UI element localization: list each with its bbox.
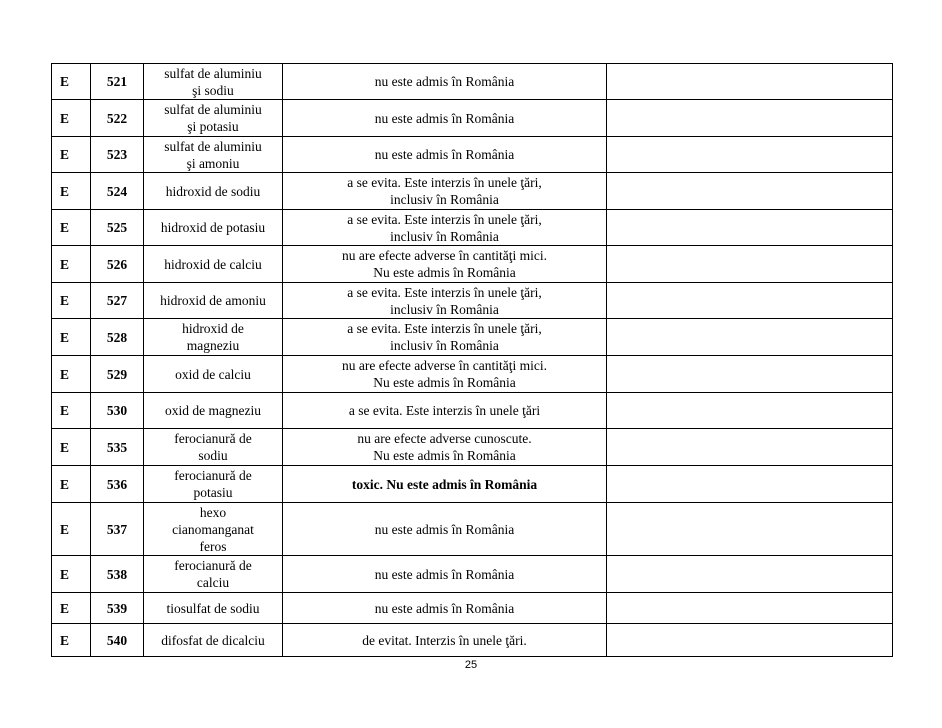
notes-cell xyxy=(607,100,893,137)
table-row xyxy=(52,429,893,466)
notes-cell xyxy=(607,429,893,466)
code-cell: 529 xyxy=(91,356,144,393)
name-cell: hexo cianomanganat feros xyxy=(144,503,283,556)
prefix-cell: E xyxy=(52,137,91,173)
table-row xyxy=(52,593,893,624)
code-cell: 528 xyxy=(91,319,144,356)
table-row xyxy=(52,556,893,593)
code-cell: 536 xyxy=(91,466,144,503)
status-cell: nu este admis în România xyxy=(283,100,607,137)
notes-cell xyxy=(607,556,893,593)
status-cell: a se evita. Este interzis în unele ţări, inclusiv în România xyxy=(283,319,607,356)
table-row xyxy=(52,356,893,393)
prefix-cell: E xyxy=(52,503,91,556)
name-cell: ferocianură de sodiu xyxy=(144,429,283,466)
status-cell: nu are efecte adverse cunoscute. Nu este admis în România xyxy=(283,429,607,466)
code-cell: 522 xyxy=(91,100,144,137)
page-number: 25 xyxy=(464,659,478,671)
name-cell: hidroxid de sodiu xyxy=(144,173,283,210)
prefix-cell: E xyxy=(52,556,91,593)
status-cell: a se evita. Este interzis în unele ţări, inclusiv în România xyxy=(283,173,607,210)
table-row xyxy=(52,393,893,429)
status-cell: toxic. Nu este admis în România xyxy=(283,466,607,503)
table-row xyxy=(52,283,893,319)
status-cell: nu este admis în România xyxy=(283,593,607,624)
status-cell: nu este admis în România xyxy=(283,556,607,593)
code-cell: 540 xyxy=(91,624,144,657)
code-cell: 525 xyxy=(91,210,144,246)
name-cell: ferocianură de calciu xyxy=(144,556,283,593)
name-cell: hidroxid de magneziu xyxy=(144,319,283,356)
name-cell: oxid de magneziu xyxy=(144,393,283,429)
table-row xyxy=(52,64,893,100)
code-cell: 535 xyxy=(91,429,144,466)
notes-cell xyxy=(607,137,893,173)
prefix-cell: E xyxy=(52,319,91,356)
name-cell: difosfat de dicalciu xyxy=(144,624,283,657)
prefix-cell: E xyxy=(52,429,91,466)
status-cell: nu are efecte adverse în cantităţi mici. Nu este admis în România xyxy=(283,356,607,393)
table-row xyxy=(52,466,893,503)
status-cell: nu este admis în România xyxy=(283,64,607,100)
additives-table-body xyxy=(52,64,893,657)
code-cell: 527 xyxy=(91,283,144,319)
table-row xyxy=(52,210,893,246)
table-row xyxy=(52,100,893,137)
notes-cell xyxy=(607,503,893,556)
code-cell: 538 xyxy=(91,556,144,593)
prefix-cell: E xyxy=(52,593,91,624)
status-cell: nu este admis în România xyxy=(283,503,607,556)
code-cell: 521 xyxy=(91,64,144,100)
code-cell: 523 xyxy=(91,137,144,173)
notes-cell xyxy=(607,173,893,210)
name-cell: tiosulfat de sodiu xyxy=(144,593,283,624)
code-cell: 526 xyxy=(91,246,144,283)
notes-cell xyxy=(607,319,893,356)
prefix-cell: E xyxy=(52,64,91,100)
status-cell: nu are efecte adverse în cantităţi mici. Nu este admis în România xyxy=(283,246,607,283)
prefix-cell: E xyxy=(52,466,91,503)
table-row xyxy=(52,173,893,210)
table-row xyxy=(52,319,893,356)
notes-cell xyxy=(607,356,893,393)
notes-cell xyxy=(607,593,893,624)
status-cell: de evitat. Interzis în unele ţări. xyxy=(283,624,607,657)
prefix-cell: E xyxy=(52,393,91,429)
status-cell: a se evita. Este interzis în unele ţări, inclusiv în România xyxy=(283,210,607,246)
code-cell: 539 xyxy=(91,593,144,624)
prefix-cell: E xyxy=(52,356,91,393)
name-cell: hidroxid de amoniu xyxy=(144,283,283,319)
name-cell: hidroxid de potasiu xyxy=(144,210,283,246)
notes-cell xyxy=(607,624,893,657)
table-row xyxy=(52,624,893,657)
notes-cell xyxy=(607,393,893,429)
notes-cell xyxy=(607,246,893,283)
prefix-cell: E xyxy=(52,624,91,657)
notes-cell xyxy=(607,210,893,246)
additives-table xyxy=(51,63,893,657)
table-row xyxy=(52,246,893,283)
table-row xyxy=(52,137,893,173)
table-row xyxy=(52,503,893,556)
code-cell: 524 xyxy=(91,173,144,210)
notes-cell xyxy=(607,283,893,319)
name-cell: sulfat de aluminiu şi amoniu xyxy=(144,137,283,173)
code-cell: 530 xyxy=(91,393,144,429)
notes-cell xyxy=(607,466,893,503)
prefix-cell: E xyxy=(52,283,91,319)
name-cell: sulfat de aluminiu şi sodiu xyxy=(144,64,283,100)
status-cell: a se evita. Este interzis în unele ţări xyxy=(283,393,607,429)
prefix-cell: E xyxy=(52,173,91,210)
name-cell: ferocianură de potasiu xyxy=(144,466,283,503)
name-cell: sulfat de aluminiu şi potasiu xyxy=(144,100,283,137)
code-cell: 537 xyxy=(91,503,144,556)
prefix-cell: E xyxy=(52,210,91,246)
name-cell: oxid de calciu xyxy=(144,356,283,393)
notes-cell xyxy=(607,64,893,100)
prefix-cell: E xyxy=(52,246,91,283)
status-cell: nu este admis în România xyxy=(283,137,607,173)
prefix-cell: E xyxy=(52,100,91,137)
name-cell: hidroxid de calciu xyxy=(144,246,283,283)
status-cell: a se evita. Este interzis în unele ţări, inclusiv în România xyxy=(283,283,607,319)
